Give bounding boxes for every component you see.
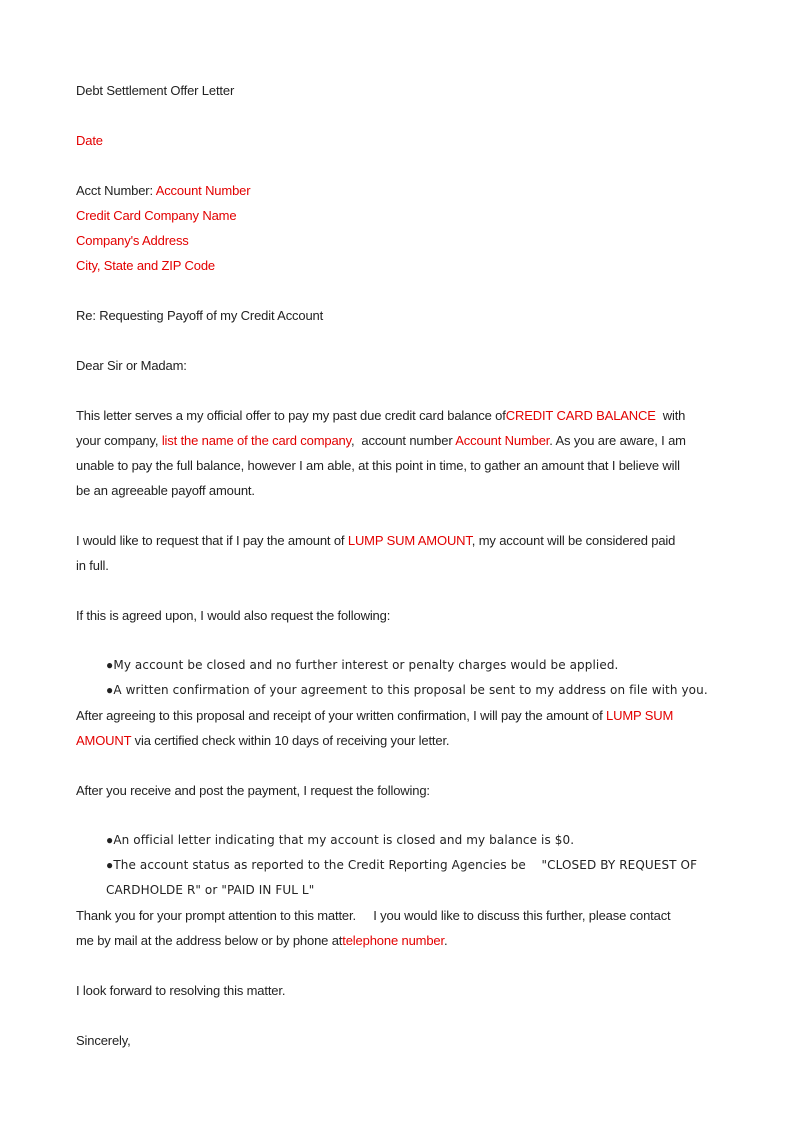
card-company-placeholder: list the name of the card company bbox=[161, 433, 351, 448]
salutation: Dear Sir or Madam: bbox=[76, 358, 187, 373]
acct-value: Account Number bbox=[155, 183, 251, 198]
paragraph-2-line-1: I would like to request that if I pay the amount of LUMP SUM AMOUNT, my account will be considered paid bbox=[76, 533, 676, 548]
paragraph-6-line-1: Thank you for your prompt attention to this matter. I you would like to discuss this further, please contact bbox=[76, 908, 671, 923]
letter-title: Debt Settlement Offer Letter bbox=[76, 83, 235, 98]
lump-sum-placeholder-continued: AMOUNT bbox=[76, 733, 132, 748]
bullet-icon: ● bbox=[106, 833, 114, 847]
lump-sum-placeholder: LUMP SUM AMOUNT bbox=[347, 533, 472, 548]
paragraph-1-line-1: This letter serves a my official offer to pay my past due credit card balance ofCREDIT CARD BALANCE with bbox=[76, 408, 686, 423]
closing: Sincerely, bbox=[76, 1033, 131, 1048]
acct-label: Acct Number: bbox=[76, 183, 156, 198]
list-item: ●An official letter indicating that my account is closed and my balance is $0. bbox=[106, 833, 575, 847]
paragraph-1-line-2: your company, list the name of the card company, account number Account Number. As you are aware, I am bbox=[76, 433, 686, 448]
paragraph-1-line-3: unable to pay the full balance, however I am able, at this point in time, to gather an amount that I believe will bbox=[76, 458, 680, 473]
bullet-icon: ● bbox=[106, 658, 114, 672]
paragraph-6-line-2: me by mail at the address below or by phone attelephone number. bbox=[76, 933, 448, 948]
subject-line: Re: Requesting Payoff of my Credit Account bbox=[76, 308, 324, 323]
company-name: Credit Card Company Name bbox=[76, 208, 237, 223]
paragraph-4-line-2: AMOUNT via certified check within 10 days of receiving your letter. bbox=[76, 733, 450, 748]
paragraph-7: I look forward to resolving this matter. bbox=[76, 983, 286, 998]
city-state-zip: City, State and ZIP Code bbox=[76, 258, 215, 273]
bullet-icon: ● bbox=[106, 858, 114, 872]
credit-card-balance-placeholder: CREDIT CARD BALANCE bbox=[505, 408, 656, 423]
paragraph-1-line-4: be an agreeable payoff amount. bbox=[76, 483, 255, 498]
list-item: ●A written confirmation of your agreement to this proposal be sent to my address on file with you. bbox=[106, 683, 708, 697]
paragraph-3: If this is agreed upon, I would also request the following: bbox=[76, 608, 391, 623]
paragraph-4-line-1: After agreeing to this proposal and receipt of your written confirmation, I will pay the amount of LUMP SUM bbox=[76, 708, 674, 723]
paragraph-2-line-2: in full. bbox=[76, 558, 109, 573]
paragraph-5: After you receive and post the payment, I request the following: bbox=[76, 783, 430, 798]
account-number-placeholder: Account Number bbox=[455, 433, 550, 448]
list-item: ●My account be closed and no further interest or penalty charges would be applied. bbox=[106, 658, 619, 672]
list-item: ●The account status as reported to the Credit Reporting Agencies be "CLOSED BY REQUEST OF bbox=[106, 858, 698, 872]
telephone-placeholder: telephone number bbox=[342, 933, 444, 948]
date-placeholder: Date bbox=[76, 133, 103, 148]
account-number-line bbox=[76, 178, 250, 203]
list-item-continuation: CARDHOLDE R" or "PAID IN FUL L" bbox=[106, 883, 315, 897]
lump-sum-placeholder: LUMP SUM bbox=[606, 708, 674, 723]
company-address: Company's Address bbox=[76, 233, 189, 248]
bullet-icon: ● bbox=[106, 683, 114, 697]
